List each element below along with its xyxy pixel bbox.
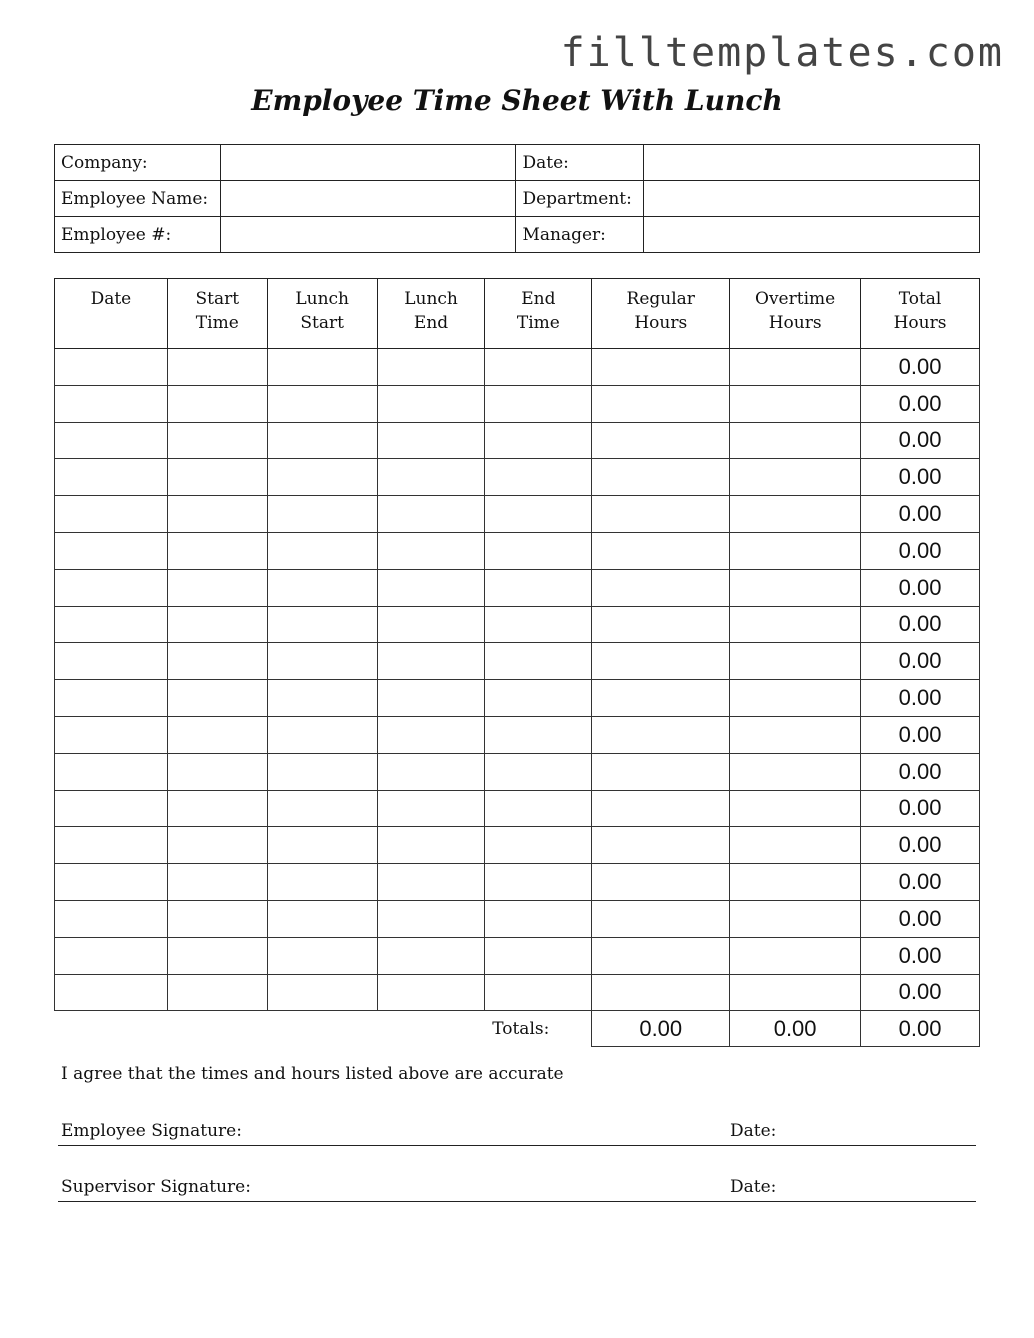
cell-regular-hours[interactable] [592,937,730,974]
cell-start-time[interactable] [167,459,267,496]
employee-number-label: Employee #: [55,217,221,253]
header-line: Date [90,289,132,309]
date-label: Date: [516,145,644,181]
cell-overtime-hours[interactable] [730,569,861,606]
table-row [55,716,980,753]
cell-date[interactable] [55,349,168,386]
cell-lunch-start[interactable] [267,643,377,680]
cell-regular-hours[interactable] [592,790,730,827]
cell-end-time[interactable] [485,569,592,606]
cell-overtime-hours[interactable] [730,385,861,422]
cell-date[interactable] [55,864,168,901]
department-label: Department: [516,181,644,217]
department-field[interactable] [644,181,980,217]
cell-end-time[interactable] [485,680,592,717]
cell-lunch-start[interactable] [267,753,377,790]
header-line: Hours [893,313,947,333]
cell-end-time[interactable] [485,422,592,459]
timesheet-table [54,278,980,1047]
totals-label: Totals: [492,1019,550,1040]
employee-number-field[interactable] [220,217,516,253]
cell-lunch-start[interactable] [267,974,377,1011]
row-total-hours: 0.00 [861,716,980,753]
employee-name-field[interactable] [220,181,516,217]
cell-regular-hours[interactable] [592,569,730,606]
header-line: End [413,313,449,333]
column-header-lunch-start [267,279,377,349]
cell-date[interactable] [55,606,168,643]
cell-date[interactable] [55,753,168,790]
cell-lunch-start[interactable] [267,459,377,496]
cell-lunch-end[interactable] [377,900,485,937]
header-line: Start [195,289,240,309]
cell-date[interactable] [55,827,168,864]
cell-overtime-hours[interactable] [730,716,861,753]
cell-lunch-end[interactable] [377,422,485,459]
cell-lunch-end[interactable] [377,496,485,533]
cell-start-time[interactable] [167,974,267,1011]
cell-start-time[interactable] [167,790,267,827]
cell-start-time[interactable] [167,385,267,422]
total-overtime-hours: 0.00 [730,1011,861,1047]
cell-lunch-end[interactable] [377,974,485,1011]
row-total-hours: 0.00 [861,569,980,606]
row-total-hours: 0.00 [861,680,980,717]
cell-start-time[interactable] [167,937,267,974]
row-total-hours: 0.00 [861,864,980,901]
cell-start-time[interactable] [167,606,267,643]
cell-overtime-hours[interactable] [730,864,861,901]
cell-regular-hours[interactable] [592,349,730,386]
column-header-regular-hours [592,279,730,349]
cell-lunch-start[interactable] [267,900,377,937]
total-total-hours: 0.00 [861,1011,980,1047]
header-line: End [521,289,556,309]
table-row [55,569,980,606]
cell-lunch-end[interactable] [377,827,485,864]
cell-lunch-start[interactable] [267,422,377,459]
column-header-total-hours [861,279,980,349]
cell-overtime-hours[interactable] [730,496,861,533]
cell-regular-hours[interactable] [592,716,730,753]
row-total-hours: 0.00 [861,643,980,680]
cell-start-time[interactable] [167,569,267,606]
cell-overtime-hours[interactable] [730,900,861,937]
cell-lunch-start[interactable] [267,496,377,533]
cell-lunch-end[interactable] [377,569,485,606]
header-line: Time [195,313,239,333]
header-line: Time [516,313,560,333]
cell-overtime-hours[interactable] [730,790,861,827]
table-row [55,385,980,422]
company-field[interactable] [220,145,516,181]
cell-regular-hours[interactable] [592,459,730,496]
cell-end-time[interactable] [485,974,592,1011]
column-header-start-time [167,279,267,349]
cell-lunch-end[interactable] [377,349,485,386]
table-row [55,496,980,533]
table-row [55,864,980,901]
header-line: Regular [626,289,695,309]
cell-end-time[interactable] [485,937,592,974]
cell-end-time[interactable] [485,496,592,533]
cell-lunch-start[interactable] [267,385,377,422]
cell-date[interactable] [55,532,168,569]
cell-lunch-end[interactable] [377,937,485,974]
cell-end-time[interactable] [485,643,592,680]
row-total-hours: 0.00 [861,974,980,1011]
row-total-hours: 0.00 [861,937,980,974]
cell-date[interactable] [55,680,168,717]
cell-lunch-end[interactable] [377,753,485,790]
cell-start-time[interactable] [167,349,267,386]
cell-date[interactable] [55,459,168,496]
cell-start-time[interactable] [167,900,267,937]
cell-lunch-end[interactable] [377,606,485,643]
table-row [55,753,980,790]
cell-end-time[interactable] [485,753,592,790]
company-label: Company: [55,145,221,181]
column-header-overtime-hours [730,279,861,349]
cell-regular-hours[interactable] [592,680,730,717]
cell-overtime-hours[interactable] [730,937,861,974]
table-row [55,827,980,864]
cell-end-time[interactable] [485,900,592,937]
table-row [55,532,980,569]
cell-date[interactable] [55,422,168,459]
cell-start-time[interactable] [167,716,267,753]
supervisor-signature-date-label: Date: [730,1177,777,1197]
cell-date[interactable] [55,974,168,1011]
cell-end-time[interactable] [485,385,592,422]
table-row [55,680,980,717]
row-total-hours: 0.00 [861,790,980,827]
agreement-text: I agree that the times and hours listed above are accurate [61,1064,564,1084]
cell-regular-hours[interactable] [592,606,730,643]
cell-lunch-end[interactable] [377,385,485,422]
cell-date[interactable] [55,643,168,680]
employee-signature-date-label: Date: [730,1121,777,1141]
header-line: Lunch [295,289,349,309]
cell-regular-hours[interactable] [592,422,730,459]
cell-regular-hours[interactable] [592,864,730,901]
cell-regular-hours[interactable] [592,385,730,422]
row-total-hours: 0.00 [861,827,980,864]
cell-overtime-hours[interactable] [730,974,861,1011]
cell-end-time[interactable] [485,790,592,827]
cell-end-time[interactable] [485,827,592,864]
table-row [55,349,980,386]
cell-date[interactable] [55,716,168,753]
cell-end-time[interactable] [485,349,592,386]
total-regular-hours: 0.00 [592,1011,730,1047]
cell-overtime-hours[interactable] [730,753,861,790]
page-title: Employee Time Sheet With Lunch [251,84,783,117]
row-total-hours: 0.00 [861,532,980,569]
date-field[interactable] [644,145,980,181]
table-row [55,459,980,496]
cell-start-time[interactable] [167,753,267,790]
cell-lunch-end[interactable] [377,864,485,901]
row-total-hours: 0.00 [861,422,980,459]
cell-start-time[interactable] [167,827,267,864]
header-line: Overtime [755,289,836,309]
cell-overtime-hours[interactable] [730,827,861,864]
row-total-hours: 0.00 [861,606,980,643]
cell-regular-hours[interactable] [592,496,730,533]
column-header-date [55,279,168,349]
table-row [55,422,980,459]
table-row [55,900,980,937]
watermark: filltemplates.com [560,30,1004,76]
totals-row [55,1011,980,1047]
cell-lunch-start[interactable] [267,680,377,717]
cell-lunch-start[interactable] [267,937,377,974]
cell-regular-hours[interactable] [592,900,730,937]
table-row [55,643,980,680]
cell-overtime-hours[interactable] [730,680,861,717]
column-header-lunch-end [377,279,485,349]
cell-lunch-start[interactable] [267,569,377,606]
cell-end-time[interactable] [485,606,592,643]
table-row [55,606,980,643]
employee-info-table [54,144,980,253]
row-total-hours: 0.00 [861,385,980,422]
cell-regular-hours[interactable] [592,753,730,790]
cell-overtime-hours[interactable] [730,532,861,569]
cell-end-time[interactable] [485,864,592,901]
employee-name-label: Employee Name: [55,181,221,217]
cell-lunch-end[interactable] [377,532,485,569]
row-total-hours: 0.00 [861,753,980,790]
cell-start-time[interactable] [167,643,267,680]
row-total-hours: 0.00 [861,900,980,937]
manager-label: Manager: [516,217,644,253]
cell-lunch-start[interactable] [267,790,377,827]
cell-regular-hours[interactable] [592,974,730,1011]
cell-date[interactable] [55,900,168,937]
row-total-hours: 0.00 [861,496,980,533]
header-line: Start [300,313,344,333]
cell-lunch-end[interactable] [377,459,485,496]
manager-field[interactable] [644,217,980,253]
cell-regular-hours[interactable] [592,532,730,569]
cell-overtime-hours[interactable] [730,349,861,386]
cell-start-time[interactable] [167,864,267,901]
row-total-hours: 0.00 [861,459,980,496]
cell-date[interactable] [55,385,168,422]
table-row [55,790,980,827]
cell-lunch-start[interactable] [267,827,377,864]
cell-start-time[interactable] [167,422,267,459]
cell-lunch-end[interactable] [377,680,485,717]
cell-lunch-end[interactable] [377,790,485,827]
supervisor-signature-line[interactable] [58,1175,976,1202]
cell-end-time[interactable] [485,716,592,753]
cell-date[interactable] [55,496,168,533]
column-header-end-time [485,279,592,349]
header-line: Hours [768,313,822,333]
employee-signature-label: Employee Signature: [61,1121,242,1141]
cell-regular-hours[interactable] [592,643,730,680]
row-total-hours: 0.00 [861,349,980,386]
cell-regular-hours[interactable] [592,827,730,864]
cell-end-time[interactable] [485,459,592,496]
cell-overtime-hours[interactable] [730,643,861,680]
cell-lunch-end[interactable] [377,643,485,680]
cell-start-time[interactable] [167,680,267,717]
cell-lunch-start[interactable] [267,349,377,386]
employee-signature-line[interactable] [58,1119,976,1146]
table-header-row [55,279,980,349]
header-line: Lunch [404,289,458,309]
cell-date[interactable] [55,937,168,974]
header-line: Total [898,289,942,309]
cell-lunch-start[interactable] [267,864,377,901]
cell-lunch-start[interactable] [267,532,377,569]
cell-overtime-hours[interactable] [730,422,861,459]
supervisor-signature-label: Supervisor Signature: [61,1177,251,1197]
cell-date[interactable] [55,790,168,827]
cell-start-time[interactable] [167,496,267,533]
table-row [55,937,980,974]
cell-lunch-start[interactable] [267,716,377,753]
cell-date[interactable] [55,569,168,606]
cell-end-time[interactable] [485,532,592,569]
cell-start-time[interactable] [167,532,267,569]
header-line: Hours [634,313,688,333]
cell-lunch-end[interactable] [377,716,485,753]
table-row [55,974,980,1011]
cell-overtime-hours[interactable] [730,459,861,496]
cell-lunch-start[interactable] [267,606,377,643]
cell-overtime-hours[interactable] [730,606,861,643]
